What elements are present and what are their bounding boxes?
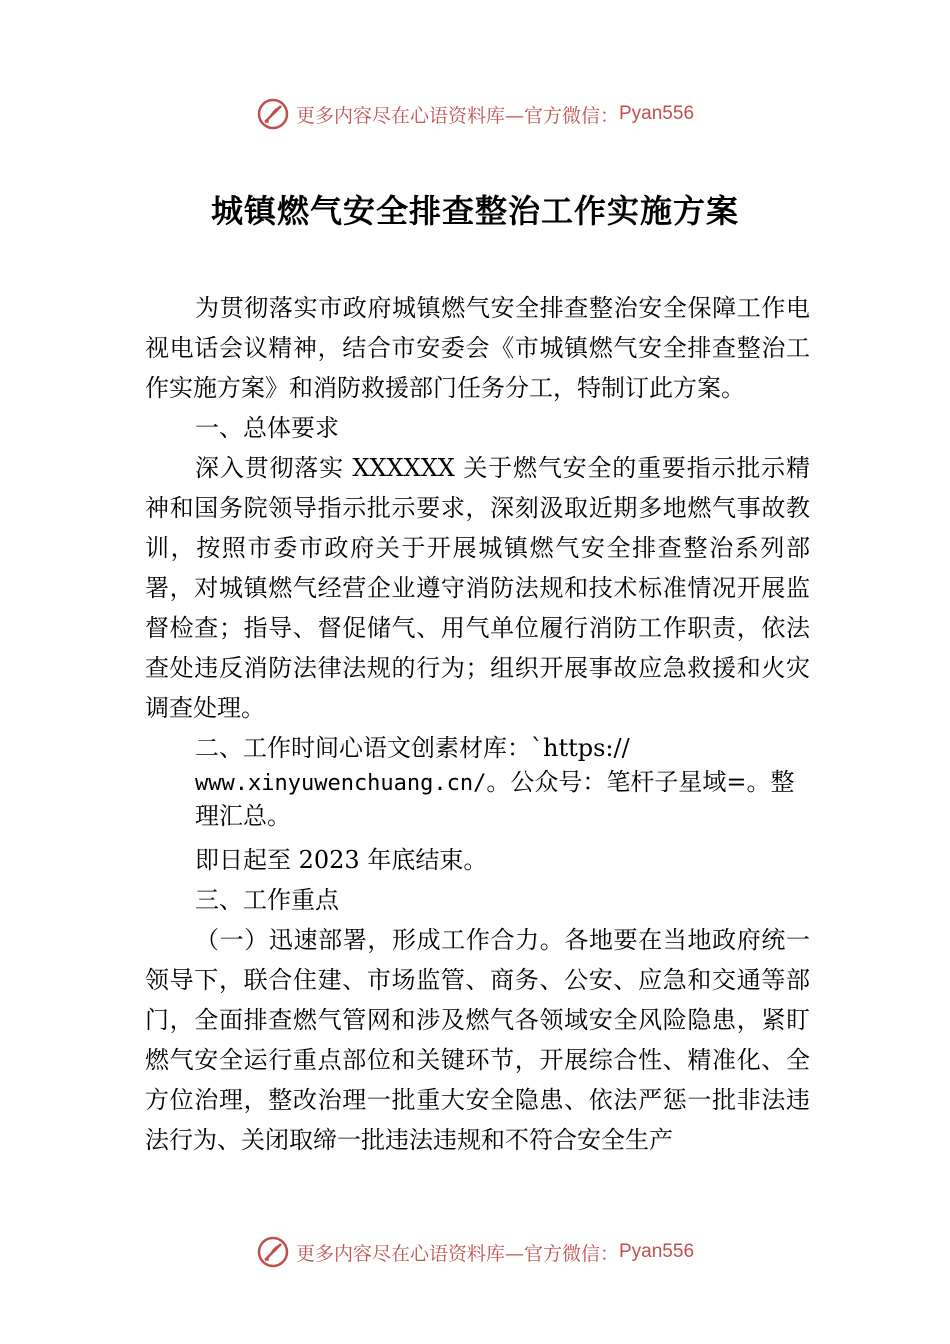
document-body	[145, 288, 810, 1160]
section-3-heading: 三、工作重点	[195, 886, 339, 914]
section-2-heading-prefix: 二、工作时间心语文创素材库：`https://	[195, 734, 630, 762]
intro-paragraph: 为贯彻落实市政府城镇燃气安全排查整治安全保障工作电视电话会议精神，结合市安委会《市城镇燃气安全排查整治工作实施方案》和消防救援部门任务分工，特制订此方案。	[145, 294, 810, 402]
section-1-body: 深入贯彻落实 XXXXXX 关于燃气安全的重要指示批示精神和国务院领导指示批示要求，深刻汲取近期多地燃气事故教训，按照市委市政府关于开展城镇燃气安全排查整治系列部署，对城镇燃气经营企业遵守消防法规和技术标准情况开展监督检查；指导、督促储气、用气单位履行消防工作职责，依法查处违反消防法律法规的行为；组织开展事故应急救援和火灾调查处理。	[145, 454, 810, 722]
watermark-text: 更多内容尽在心语资料库—官方微信：	[295, 104, 619, 127]
section-2-body: 即日起至 2023 年底结束。	[195, 846, 488, 874]
section-2-heading	[145, 732, 810, 834]
watermark-footer	[0, 1234, 950, 1270]
section-2-heading-suffix: 。公众号：笔杆子星域=。整理汇总。	[195, 768, 795, 830]
quill-pen-seal-icon	[256, 1235, 290, 1269]
quill-pen-seal-icon	[256, 97, 290, 131]
watermark-wechat-id: Pyan556	[619, 103, 695, 124]
watermark-header	[0, 96, 950, 132]
section-2-heading-url: www.xinyuwenchuang.cn/	[195, 771, 487, 796]
watermark-wechat-id: Pyan556	[619, 1241, 695, 1262]
section-3-item-1: （一）迅速部署，形成工作合力。各地要在当地政府统一领导下，联合住建、市场监管、商务、公安、应急和交通等部门，全面排查燃气管网和涉及燃气各领域安全风险隐患，紧盯燃气安全运行重点部位和关键环节，开展综合性、精准化、全方位治理，整改治理一批重大安全隐患、依法严惩一批非法违法行为、关闭取缔一批违法违规和不符合安全生产	[145, 926, 810, 1154]
document-title: 城镇燃气安全排查整治工作实施方案	[210, 192, 739, 230]
watermark-text: 更多内容尽在心语资料库—官方微信：	[295, 1242, 619, 1265]
section-1-heading: 一、总体要求	[195, 414, 339, 442]
